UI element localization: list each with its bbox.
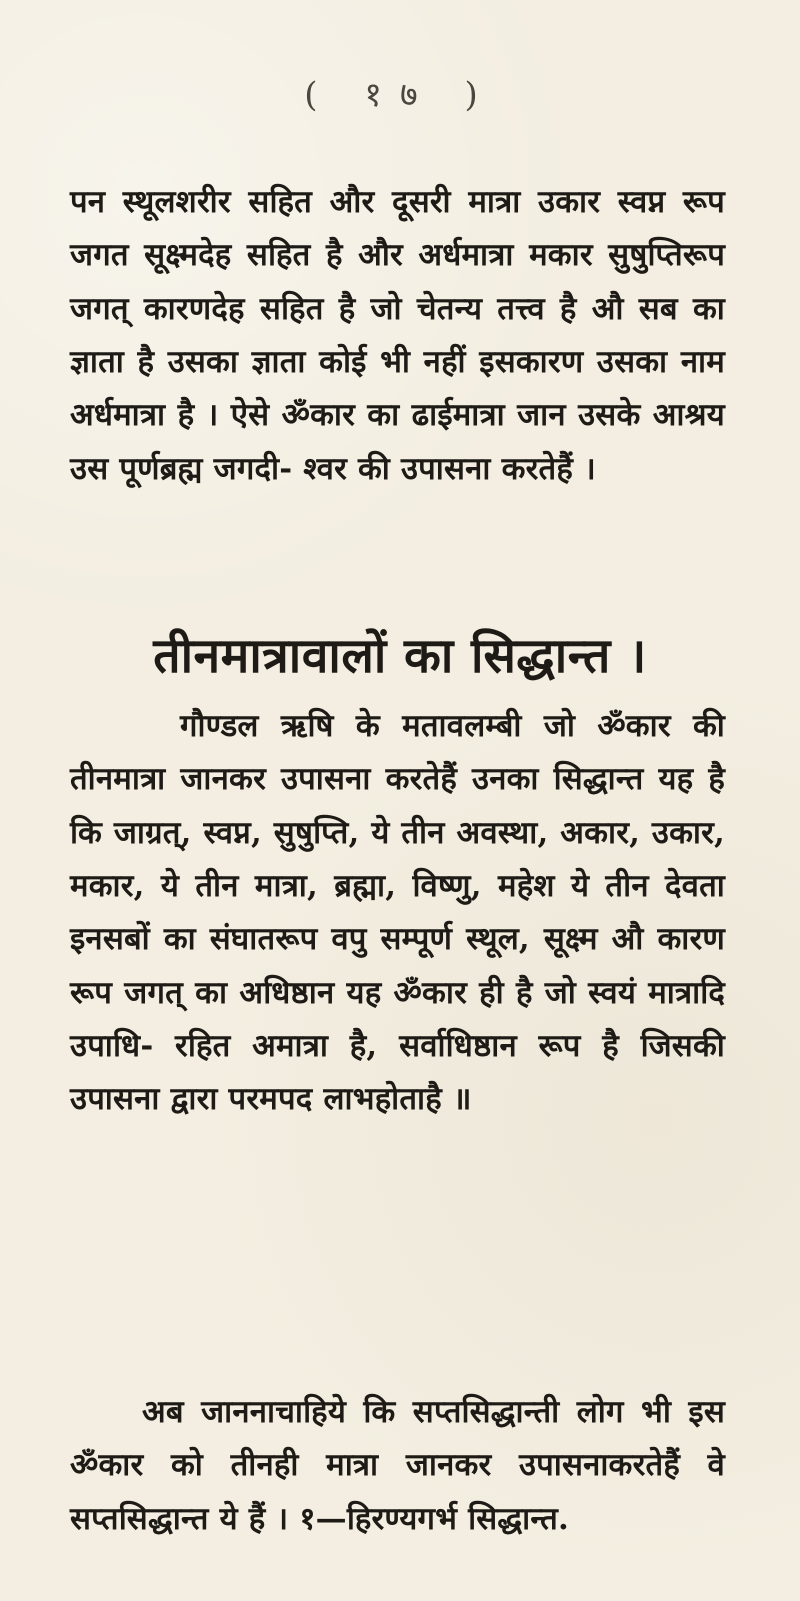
page-number: ( १७ ) (304, 75, 496, 115)
opening-paragraph: पन स्थूलशरीर सहित और दूसरी मात्रा उकार स्वप्न रूप जगत सूक्ष्मदेह सहित है और अर्धमात्रा मकार सुषुप्तिरूप जगत् कारणदेह सहित है जो चेतन्य तत्त्व है औ सब का ज्ञाता है उसका ज्ञाता कोई भी नहीं इसकारण उसका नाम अर्धमात्रा है । ऐसे ॐकार का ढाईमात्रा जान उसके आश्रय उस पूर्णब्रह्म जगदी- श्वर की उपासना करतेहैं । (70, 184, 725, 487)
doctrine-paragraph: गौण्डल ऋषि के मतावलम्बी जो ॐकार की तीनमात्रा जानकर उपासना करतेहैं उनका सिद्धान्त यह है कि जाग्रत्, स्वप्न, सुषुप्ति, ये तीन अवस्था, अकार, उकार, मकार, ये तीन मात्रा, ब्रह्मा, विष्णु, महेश ये तीन देवता इनसबों का संघातरूप वपु सम्पूर्ण स्थूल, सूक्ष्म औ कारण रूप जगत् का अधिष्ठान यह ॐकार ही है जो स्वयं मात्रादि उपाधि- रहित अमात्रा है, सर्वाधिष्ठान रूप है जिसकी उपासना द्वारा परमपद लाभहोताहै ॥ (70, 708, 725, 1118)
closing-paragraph: अब जाननाचाहिये कि सप्तसिद्धान्ती लोग भी इस ॐकार को तीनही मात्रा जानकर उपासनाकरतेहैं वे सप्तसिद्धान्त ये हैं । १—हिरण्यगर्भ सिद्धान्त. (70, 1394, 725, 1537)
section-heading: तीनमात्रावालों का सिद्धान्त । (153, 628, 647, 684)
